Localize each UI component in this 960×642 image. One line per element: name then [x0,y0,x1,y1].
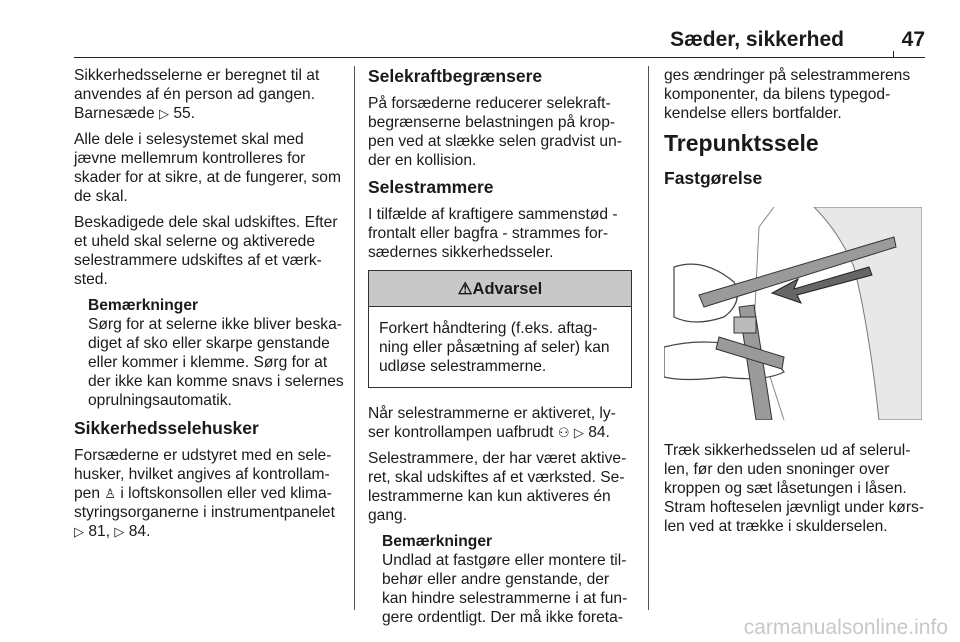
header-rule [74,57,925,58]
paragraph: Forsæderne er udstyret med en selehusker, hvilket angives af kontrollampen ♙ i loftskonsollen eller ved klimastyringsorganerne i instrumentpanelet ▷ 81, ▷ 84. [74,447,335,540]
section-heading: Selestrammere [368,177,494,197]
column-divider-2 [648,66,649,610]
paragraph: ges ændringer på selestrammerens komponenter, da bilens typegodkendelse ellers bortfalder. [664,67,911,122]
header-rule-tick [893,51,894,57]
paragraph: Beskadigede dele skal udskiftes. Efter et uheld skal selerne og aktiverede selestrammere udskiftes af et værksted. [74,214,338,288]
paragraph: Selestrammere, der har været aktiveret, skal udskiftes af et værksted. Selestrammerne kan kun aktiveres én gang. [368,450,627,524]
main-heading: Trepunktssele [664,130,819,156]
note-title: Bemærkninger [382,533,493,550]
page-header-title: Sæder, sikkerhed [670,28,844,51]
warning-body: Forkert håndtering (f.eks. aftagning eller påsætning af seler) kan udløse selestrammerne. [379,320,610,375]
note-box [88,296,344,410]
page-ref[interactable]: 84. [588,424,610,441]
page-ref-icon: ▷ [74,524,84,539]
paragraph: Når selestrammerne er aktiveret, lyser kontrollampen uafbrudt ⚇ ▷ 84. [368,405,616,441]
section-heading: Sikkerhedsselehusker [74,418,259,438]
seatbelt-fastening-illustration [664,207,922,420]
paragraph: I tilfælde af kraftigere sammenstød - frontalt eller bagfra - strammes forsædernes sikkerhedsseler. [368,206,618,261]
page-ref[interactable]: 55. [173,105,195,122]
column-divider-1 [354,66,355,610]
warning-box [368,270,632,388]
note-title: Bemærkninger [88,297,199,314]
paragraph: Sikkerhedsselerne er beregnet til at anvendes af én person ad gangen. Barnesæde ▷ 55. [74,67,320,122]
section-heading: Selekraftbegrænsere [368,66,543,86]
watermark: carmanualsonline.info [743,616,948,639]
page-ref-icon: ▷ [158,106,169,121]
column-3 [664,66,926,543]
note-body: Undlad at fastgøre eller montere tilbehør eller andre genstande, der kan hindre selestrammerne i at fungere ordentligt. Der må ikke foreta- [382,552,628,626]
note-box [382,532,632,627]
page-number: 47 [901,28,925,51]
airbag-warning-icon: ⚇ [557,425,570,440]
paragraph: På forsæderne reducerer selekraftbegrænserne belastningen på kroppen ved at slække selen gradvist under en kollision. [368,95,622,169]
seatbelt-reminder-icon: ♙ [104,486,117,501]
paragraph: Alle dele i selesystemet skal med jævne mellemrum kontrolleres for skader for at sikre, at de fungerer, som de skal. [74,131,341,205]
warning-header: ⚠Advarsel [369,271,631,307]
paragraph: Træk sikkerhedsselen ud af selerullen, før den uden snoninger over kroppen og sæt låsetungen i låsen. Stram hofteselen jævnligt under kørslen ved at trække i skulderselen. [664,442,925,535]
note-body: Sørg for at selerne ikke bliver beskadiget af sko eller skarpe genstande eller kommer i klemme. Sørg for at der ikke kan komme snavs i selernes oprulningsautomatik. [88,316,344,409]
page-ref-icon: ▷ [114,524,125,539]
column-1 [74,66,344,548]
sub-heading: Fastgørelse [664,168,763,188]
page-ref-icon: ▷ [573,425,584,440]
page-ref[interactable]: 84. [128,523,151,540]
column-2 [368,66,632,635]
warning-icon: ⚠ [457,280,473,298]
page-ref[interactable]: 81, [88,523,111,540]
